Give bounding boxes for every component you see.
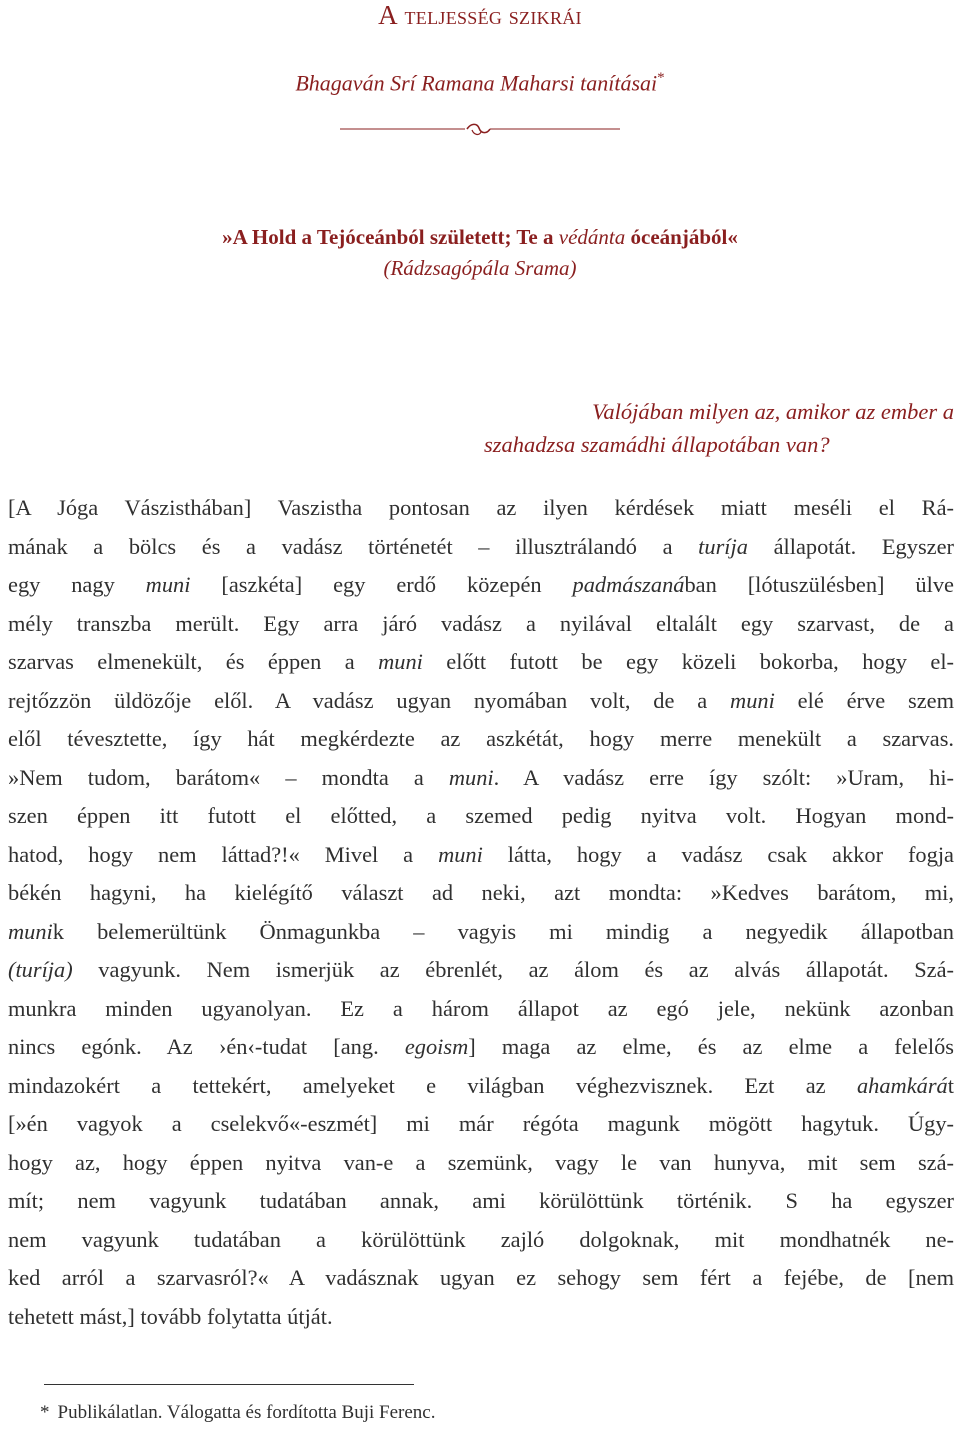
body-line xyxy=(8,566,954,605)
body-text: előtt futott be egy közeli bokorba, hogy el- xyxy=(422,649,954,674)
body-emphasis: muni xyxy=(438,841,483,867)
body-text: hogy az, hogy éppen nyitva van-e a szemünk, vagy le van hunyva, mit sem szá- xyxy=(8,1149,954,1175)
body-paragraph xyxy=(8,489,954,1336)
footnote-mark: * xyxy=(40,1402,50,1423)
section-question xyxy=(470,395,954,461)
body-text: ban [lótuszülésben] ülve xyxy=(684,572,954,597)
body-text: [A Jóga Vászisthában] Vaszistha pontosan az ilyen kérdések miatt meséli el Rá- xyxy=(8,495,954,520)
body-text: állapotát. Egyszer xyxy=(747,533,954,559)
body-text: szen éppen itt futott el előtted, a szemed pedig nyitva volt. Hogyan mond- xyxy=(8,803,954,828)
body-text: nem vagyunk tudatában a körülöttünk zajló dolgoknak, mit mondhatnék ne- xyxy=(8,1226,954,1252)
body-text: munkra minden ugyanolyan. Ez a három állapot az egó jele, nekünk azonban xyxy=(8,995,954,1021)
body-line xyxy=(8,990,954,1029)
body-text: ked arról a szarvasról?« A vadásznak ugyan ez sehogy sem fért a fejébe, de [nem xyxy=(8,1265,954,1290)
body-text: látta, hogy a vadász csak akkor fogja xyxy=(482,841,954,867)
motto-source: (Rádzsagópála Srama) xyxy=(383,256,577,280)
body-line xyxy=(8,1298,954,1337)
body-emphasis: egoism xyxy=(404,1034,469,1059)
body-text: mának a bölcs és a vadász történetét – illusztrálandó a xyxy=(8,533,699,559)
body-line xyxy=(8,913,954,952)
motto xyxy=(0,222,960,284)
body-line xyxy=(8,1144,954,1183)
body-emphasis: ahamkárá xyxy=(856,1072,948,1098)
body-text: vagyunk. Nem ismerjük az ébrenlét, az álom és az alvás állapotát. Szá- xyxy=(72,957,954,982)
body-text: [»én vagyok a cselekvő«-eszmét] mi már régóta magunk mögött hagytuk. Úgy- xyxy=(8,1111,954,1136)
body-line xyxy=(8,1259,954,1298)
motto-quote-em: védánta xyxy=(558,225,626,249)
body-emphasis: muni xyxy=(378,649,423,674)
body-line xyxy=(8,643,954,682)
body-text: hatod, hogy nem láttad?!« Mivel a xyxy=(8,841,439,867)
body-text: mindazokért a tettekért, amelyeket e világban véghezvisznek. Ezt az xyxy=(8,1072,857,1098)
body-line xyxy=(8,836,954,875)
body-emphasis: turíja xyxy=(698,533,748,559)
body-text: mít; nem vagyunk tudatában annak, ami körülöttünk történik. S ha egyszer xyxy=(8,1188,954,1213)
body-line xyxy=(8,489,954,528)
body-line xyxy=(8,874,954,913)
motto-quote-a: »A Hold a Tejóceánból született; Te a xyxy=(222,225,559,249)
page-subtitle xyxy=(0,70,960,96)
body-text: mély transzba merült. Egy arra járó vadász a nyilával eltalált egy szarvast, de a xyxy=(8,610,954,636)
body-text: békén hagyni, ha kielégítő választ ad neki, azt mondta: »Kedves barátom, mi, xyxy=(8,880,954,905)
title-first-letter: A xyxy=(378,0,398,30)
body-line xyxy=(8,1105,954,1144)
motto-quote-b: óceánjából« xyxy=(625,225,738,249)
body-line xyxy=(8,1028,954,1067)
body-line xyxy=(8,759,954,798)
body-text: rejtőzzön üldözője elől. A vadász ugyan nyomában volt, de a xyxy=(8,687,731,713)
body-text: nincs egónk. Az ›én‹-tudat [ang. xyxy=(8,1034,405,1059)
body-text: t xyxy=(947,1072,954,1098)
body-emphasis: padmászaná xyxy=(572,572,685,597)
title-rest: teljesség szikrái xyxy=(404,3,582,30)
body-line xyxy=(8,720,954,759)
fleuron-divider-icon xyxy=(340,120,620,140)
body-line xyxy=(8,528,954,567)
footnote xyxy=(40,1402,920,1424)
body-text: ] maga az elme, és az elme a felelős xyxy=(468,1034,954,1059)
question-line-2: szahadzsa szamádhi állapotában van? xyxy=(484,432,830,457)
body-text: »Nem tudom, barátom« – mondta a xyxy=(8,764,449,790)
footnote-divider xyxy=(44,1384,414,1385)
body-line xyxy=(8,1221,954,1260)
body-line xyxy=(8,605,954,644)
body-emphasis: (turíja) xyxy=(8,957,73,982)
body-text: tehetett mást,] tovább folytatta útját. xyxy=(8,1303,333,1329)
body-line xyxy=(8,1182,954,1221)
body-text: [aszkéta] egy erdő közepén xyxy=(190,572,573,597)
footnote-marker: * xyxy=(657,70,665,86)
body-text: . A vadász erre így szólt: »Uram, hi- xyxy=(493,764,954,790)
body-text: elől tévesztette, így hát megkérdezte az aszkétát, hogy merre menekült a szarvas. xyxy=(8,726,954,751)
body-line xyxy=(8,951,954,990)
body-text: szarvas elmenekült, és éppen a xyxy=(8,649,379,674)
body-line xyxy=(8,797,954,836)
body-emphasis: muni xyxy=(448,764,494,790)
footnote-text: Publikálatlan. Válogatta és fordította Buji Ferenc. xyxy=(57,1402,436,1423)
subtitle-text: Bhagaván Srí Ramana Maharsi tanításai xyxy=(295,70,658,96)
body-emphasis: muni xyxy=(145,572,191,597)
body-emphasis: muni xyxy=(8,918,53,944)
motto-quote xyxy=(0,222,960,253)
body-text: elé érve szem xyxy=(774,687,954,713)
body-text: egy nagy xyxy=(8,572,146,597)
body-line xyxy=(8,1067,954,1106)
body-emphasis: muni xyxy=(730,687,775,713)
question-line-1: Valójában milyen az, amikor az ember a xyxy=(592,399,954,424)
page-title xyxy=(0,0,960,31)
body-text: k belemerültünk Önmagunkba – vagyis mi mindig a negyedik állapotban xyxy=(52,918,954,944)
body-line xyxy=(8,682,954,721)
